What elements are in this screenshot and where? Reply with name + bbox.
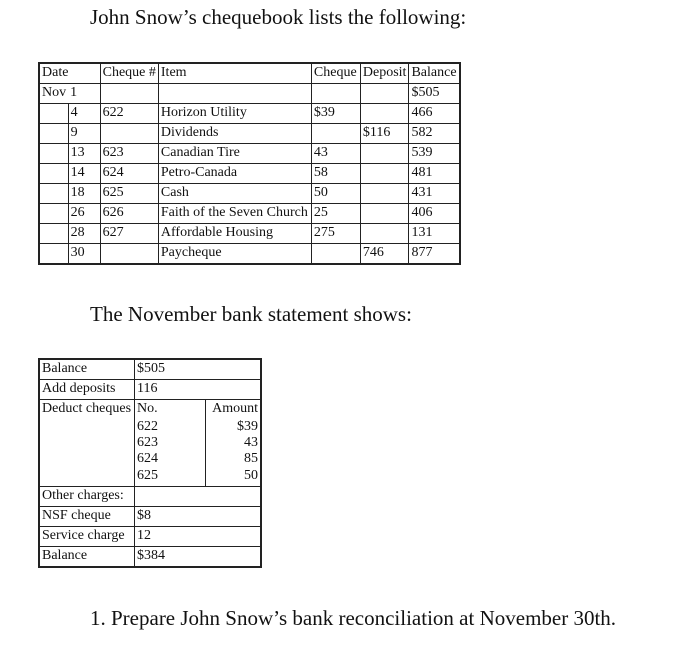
cheque-amount-cell: 43 [206,435,262,451]
table-row [39,204,460,224]
table-row [39,547,261,568]
empty-cell [135,487,262,507]
item-cell [158,84,311,104]
empty-cell [39,467,135,487]
other-charges-label: Other charges: [39,487,135,507]
balance-cell: 582 [409,124,460,144]
day-cell: 1 [68,84,100,104]
item-cell: Cash [158,184,311,204]
month-cell [39,104,68,124]
cheque-no-cell: 626 [100,204,158,224]
deposits-value: 116 [135,380,262,400]
month-cell [39,224,68,244]
table-row [39,144,460,164]
cheque-no-cell [100,124,158,144]
nsf-value: $8 [135,507,262,527]
header-deposit: Deposit [360,63,409,84]
table-row [39,451,261,467]
cheque-cell: 25 [311,204,360,224]
item-cell: Affordable Housing [158,224,311,244]
header-item: Item [158,63,311,84]
balance-cell: 406 [409,204,460,224]
table-row [39,419,261,435]
table-row [39,467,261,487]
cheque-no-cell: 624 [100,164,158,184]
statement-heading: The November bank statement shows: [90,302,412,326]
balance-cell: $505 [409,84,460,104]
deposit-cell [360,144,409,164]
cheque-amount-cell: 50 [206,467,262,487]
month-cell [39,244,68,265]
table-row [39,527,261,547]
table-header-row [39,63,460,84]
empty-cell [39,435,135,451]
month-cell: Nov [39,84,68,104]
service-charge-value: 12 [135,527,262,547]
deduct-label: Deduct cheques [39,400,135,420]
ending-balance-label: Balance [39,547,135,568]
deposit-cell [360,104,409,124]
balance-cell: 466 [409,104,460,124]
day-cell: 4 [68,104,100,124]
nsf-label: NSF cheque [39,507,135,527]
cheque-amount-cell: $39 [206,419,262,435]
cheque-cell: $39 [311,104,360,124]
item-cell: Horizon Utility [158,104,311,124]
balance-value: $505 [135,359,262,380]
table-row [39,84,460,104]
empty-cell [39,451,135,467]
chequebook-table [38,62,461,265]
cheque-no-cell: 627 [100,224,158,244]
balance-cell: 539 [409,144,460,164]
table-row [39,435,261,451]
day-cell: 9 [68,124,100,144]
amount-header: Amount [206,400,262,420]
month-cell [39,124,68,144]
cheque-cell [311,124,360,144]
cheque-no-cell [100,84,158,104]
table-row [39,359,261,380]
item-cell: Faith of the Seven Church [158,204,311,224]
service-charge-label: Service charge [39,527,135,547]
day-cell: 28 [68,224,100,244]
cheque-cell: 275 [311,224,360,244]
table-row [39,380,261,400]
deposit-cell [360,204,409,224]
header-cheque-no: Cheque # [100,63,158,84]
balance-cell: 431 [409,184,460,204]
header-balance: Balance [409,63,460,84]
cheque-no-cell: 623 [135,435,206,451]
deposit-cell: 746 [360,244,409,265]
cheque-cell: 43 [311,144,360,164]
day-cell: 26 [68,204,100,224]
month-cell [39,184,68,204]
cheque-no-cell: 622 [100,104,158,124]
item-cell: Petro-Canada [158,164,311,184]
cheque-no-cell: 625 [135,467,206,487]
table-row [39,184,460,204]
item-cell: Canadian Tire [158,144,311,164]
cheque-cell [311,84,360,104]
cheque-amount-cell: 85 [206,451,262,467]
table-row [39,400,261,420]
item-cell: Dividends [158,124,311,144]
table-row [39,164,460,184]
cheque-no-cell: 624 [135,451,206,467]
cheque-no-cell: 623 [100,144,158,164]
table-row [39,507,261,527]
header-date: Date [39,63,100,84]
deposit-cell [360,224,409,244]
month-cell [39,144,68,164]
cheque-no-cell: 625 [100,184,158,204]
table-row [39,104,460,124]
deposit-cell: $116 [360,124,409,144]
balance-label: Balance [39,359,135,380]
empty-cell [39,419,135,435]
ending-balance-value: $384 [135,547,262,568]
table-row [39,224,460,244]
chequebook-heading: John Snow’s chequebook lists the following: [90,5,467,29]
day-cell: 30 [68,244,100,265]
cheque-no-cell: 622 [135,419,206,435]
bank-statement-table [38,358,262,568]
balance-cell: 877 [409,244,460,265]
balance-cell: 131 [409,224,460,244]
task-instruction: 1. Prepare John Snow’s bank reconciliation at November 30th. [90,606,617,630]
item-cell: Paycheque [158,244,311,265]
deposits-label: Add deposits [39,380,135,400]
day-cell: 13 [68,144,100,164]
deposit-cell [360,84,409,104]
month-cell [39,164,68,184]
balance-cell: 481 [409,164,460,184]
cheque-cell: 50 [311,184,360,204]
deposit-cell [360,184,409,204]
cheque-no-cell [100,244,158,265]
header-cheque: Cheque [311,63,360,84]
table-row [39,124,460,144]
cheque-cell [311,244,360,265]
cheque-cell: 58 [311,164,360,184]
day-cell: 18 [68,184,100,204]
month-cell [39,204,68,224]
deposit-cell [360,164,409,184]
no-header: No. [135,400,206,420]
table-row [39,487,261,507]
table-row [39,244,460,265]
day-cell: 14 [68,164,100,184]
